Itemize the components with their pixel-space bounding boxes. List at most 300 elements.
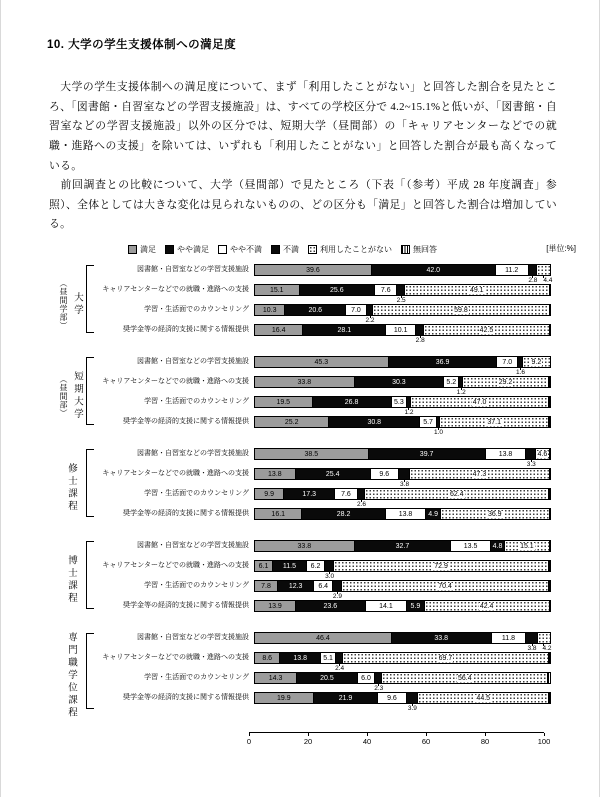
bar-segment-満足 [255, 449, 369, 459]
bar-segment-やや不満 [392, 397, 408, 407]
segment-value: 59.8 [454, 306, 468, 314]
bar-track [254, 580, 551, 600]
bar-segment-無回答 [549, 561, 550, 571]
group-bracket [86, 265, 94, 333]
bar-row-label: 図書館・自習室などの学習支援施設 [137, 634, 249, 641]
bar-row-label: キャリアセンターなどでの就職・進路への支援 [102, 470, 249, 477]
paragraph-2: 前回調査との比較について、大学（昼間部）で見たところ（下表「（参考）平成 28 年度調査」参照）、全体としては大きな変化は見られないものの、どの区分も「満足」と回答した割合は増加している。 [49, 179, 557, 231]
bar-row [96, 416, 551, 436]
bar-segment-不満 [526, 449, 536, 459]
bar-segment-不満 [397, 285, 404, 295]
bar-row [96, 356, 551, 376]
legend-label: 利用したことがない [320, 244, 392, 254]
segment-value: 37.1 [487, 418, 501, 426]
bar-segment-満足 [255, 285, 300, 295]
segment-value: 38.5 [304, 450, 319, 458]
bar-segment-満足 [255, 417, 329, 427]
segment-value: 62.4 [450, 490, 464, 498]
segment-value: 7.0 [502, 358, 513, 366]
bar-segment-やや不満 [371, 469, 399, 479]
bar-segment-不満 [358, 489, 366, 499]
group-name: 大学 [72, 291, 83, 317]
group-name: 専門職学位課程 [66, 632, 77, 720]
callout-value: 2.5 [396, 296, 406, 304]
legend-label: 満足 [140, 244, 156, 254]
bar-segment-利用したことがない [411, 397, 550, 407]
segment-value: 20.6 [308, 306, 323, 314]
bar-segment-やや満足 [284, 489, 335, 499]
segment-value: 9.2 [531, 358, 542, 366]
segment-value: 6.1 [258, 562, 269, 570]
segment-value: 30.8 [367, 418, 382, 426]
bar-segment-やや不満 [486, 449, 527, 459]
legend-label: 無回答 [413, 244, 437, 254]
bar-segment-やや不満 [444, 377, 459, 387]
paragraph-1: 大学の学生支援体制への満足度について、まず「利用したことがない」と回答した割合を見たところ、「図書館・自習室などの学習支援施設」は、すべての学校区分で 4.2~15.1%と低いが、「図書館・自習室などの学習支援施設」以外の区分では、短期大学（昼間部）の「キャリアセンターなどでの就職・進路への支援」を除いては、いずれも「利用したことがない」と回答した割合が最も高くなっている。 [49, 81, 557, 172]
bar-segment-満足 [255, 489, 284, 499]
segment-value: 42.0 [426, 266, 441, 274]
bar-segment-利用したことがない [536, 449, 550, 459]
bar-segment-利用したことがない [505, 541, 550, 551]
segment-value: 26.8 [344, 398, 359, 406]
segment-value: 11.2 [505, 266, 519, 274]
bar-segment-利用したことがない [382, 673, 548, 683]
bar-segment-利用したことがない [441, 509, 550, 519]
bar-segment-無回答 [549, 417, 550, 427]
legend-swatch-somewhat-dissatisfied [218, 245, 227, 254]
legend-swatch-no-answer [401, 245, 410, 254]
bar-segment-やや満足 [392, 633, 492, 643]
segment-value: 11.5 [282, 562, 296, 570]
bar-segment-不満 [526, 633, 537, 643]
bar-row [96, 448, 551, 468]
segment-value: 13.8 [498, 450, 513, 458]
callout-value: 3.8 [400, 480, 410, 488]
axis-tick-label: 60 [421, 737, 431, 746]
bar-track [254, 600, 551, 612]
segment-value: 46.4 [316, 634, 330, 642]
bar-row [96, 376, 551, 396]
segment-value: 11.8 [501, 634, 516, 642]
segment-value: 4.6 [537, 450, 548, 458]
bar-row-label: 図書館・自習室などの学習支援施設 [137, 542, 249, 549]
segment-value: 16.1 [271, 510, 286, 518]
bar-segment-満足 [255, 633, 392, 643]
bar-row [96, 672, 551, 692]
segment-value: 13.8 [268, 470, 282, 478]
segment-value: 13.8 [293, 654, 308, 662]
group-subname: （昼間学部） [59, 278, 68, 330]
bar-segment-利用したことがない [405, 285, 550, 295]
body-text [49, 78, 557, 235]
bar-segment-やや満足 [280, 653, 321, 663]
bar-segment-満足 [255, 541, 355, 551]
bar-segment-不満 [491, 541, 505, 551]
axis-tick [249, 733, 250, 736]
legend-item-never-used [308, 244, 392, 255]
segment-value: 19.9 [277, 694, 291, 702]
bar-segment-やや満足 [273, 561, 307, 571]
bar-segment-やや満足 [314, 693, 379, 703]
bar-segment-やや満足 [303, 325, 386, 335]
bar-segment-利用したことがない [523, 357, 550, 367]
bar-segment-やや満足 [329, 417, 420, 427]
bar-segment-利用したことがない [342, 581, 550, 591]
segment-value: 14.1 [379, 602, 393, 610]
bar-row [96, 508, 551, 528]
segment-value: 30.3 [392, 378, 406, 386]
bar-segment-やや満足 [372, 265, 496, 275]
bar-track [254, 540, 551, 552]
callout-value: 2.8 [415, 336, 425, 344]
bar-row [96, 580, 551, 600]
bar-row [96, 692, 551, 712]
callout-value: 3.0 [325, 572, 335, 580]
bar-segment-利用したことがない [440, 417, 549, 427]
segment-value: 28.1 [337, 326, 352, 334]
bar-segment-やや満足 [355, 377, 444, 387]
bar-row [96, 652, 551, 672]
bar-segment-満足 [255, 601, 296, 611]
axis-tick-label: 80 [480, 737, 490, 746]
callout-value: 2.6 [356, 500, 366, 508]
segment-value: 42.4 [479, 602, 494, 610]
chart-group [56, 264, 576, 344]
group-label [56, 632, 86, 720]
segment-value: 6.2 [310, 562, 321, 570]
legend-label: 不満 [283, 244, 299, 254]
bar-segment-不満 [529, 265, 537, 275]
segment-value: 7.6 [380, 286, 391, 294]
bar-track [254, 356, 551, 376]
bar-row-label: キャリアセンターなどでの就職・進路への支援 [102, 378, 249, 385]
chart-group [56, 540, 576, 620]
segment-value: 29.2 [498, 378, 513, 386]
legend-item-satisfied [128, 244, 156, 255]
callout-value: 2.9 [332, 592, 342, 600]
bar-track [254, 508, 551, 520]
bar-track [254, 632, 552, 652]
bar-segment-やや不満 [492, 633, 527, 643]
bar-segment-満足 [255, 377, 355, 387]
callout-value: 4.4 [543, 276, 553, 284]
bar-track [254, 416, 551, 436]
segment-value: 44.5 [476, 694, 491, 702]
callout-value: 2.3 [374, 684, 384, 692]
bar-segment-無回答 [549, 653, 550, 663]
bar-segment-満足 [255, 305, 285, 315]
segment-value: 21.9 [338, 694, 353, 702]
bar-segment-やや満足 [355, 541, 451, 551]
bar-segment-やや不満 [497, 357, 518, 367]
group-rows [96, 448, 551, 528]
chart-groups [56, 264, 576, 720]
segment-value: 5.2 [446, 378, 457, 386]
segment-value: 10.1 [393, 326, 408, 334]
bar-segment-不満 [426, 509, 440, 519]
group-name: 短期大学 [72, 371, 83, 421]
bar-segment-やや不満 [386, 509, 427, 519]
segment-value: 10.3 [262, 306, 277, 314]
segment-value: 32.7 [395, 542, 410, 550]
callout-value: 4.2 [542, 644, 552, 652]
segment-value: 70.4 [438, 582, 452, 590]
bar-row-label: 奨学金等の経済的支援に関する情報提供 [123, 602, 249, 609]
bar-segment-満足 [255, 325, 303, 335]
legend-label: やや不満 [230, 244, 262, 254]
segment-value: 72.9 [434, 562, 448, 570]
group-name: 博士課程 [66, 555, 77, 605]
bar-row [96, 540, 551, 560]
bar-row-label: 奨学金等の経済的支援に関する情報提供 [123, 418, 249, 425]
bar-track [254, 560, 551, 580]
x-axis [246, 732, 551, 751]
bar-segment-やや満足 [285, 305, 346, 315]
bar-segment-利用したことがない [425, 601, 550, 611]
callout-value: 2.2 [365, 316, 375, 324]
group-name: 修士課程 [66, 463, 77, 513]
chart-group [56, 356, 576, 436]
callout-value: 3.9 [407, 704, 417, 712]
group-label [56, 264, 86, 344]
segment-value: 7.0 [351, 306, 361, 314]
bar-segment-無回答 [549, 581, 550, 591]
bar-segment-満足 [255, 397, 313, 407]
segment-value: 5.1 [323, 654, 333, 662]
bar-segment-無回答 [549, 693, 550, 703]
segment-value: 47.3 [472, 470, 487, 478]
bar-segment-やや不満 [321, 653, 336, 663]
bar-track [254, 468, 551, 488]
bar-segment-やや不満 [307, 561, 325, 571]
group-bracket [86, 357, 94, 425]
bar-segment-無回答 [549, 377, 550, 387]
axis-tick [308, 733, 309, 736]
bar-segment-やや不満 [496, 265, 529, 275]
bar-segment-満足 [255, 469, 296, 479]
segment-value: 39.7 [419, 450, 434, 458]
bar-track [254, 672, 551, 692]
axis-tick-label: 100 [537, 737, 551, 746]
bar-segment-利用したことがない [463, 377, 549, 387]
bar-segment-やや満足 [313, 397, 392, 407]
bar-row [96, 488, 551, 508]
legend-swatch-dissatisfied [271, 245, 280, 254]
segment-value: 5.3 [394, 398, 404, 406]
segment-value: 16.4 [271, 326, 286, 334]
segment-value: 15.1 [269, 286, 284, 294]
segment-value: 19.5 [276, 398, 291, 406]
legend-swatch-satisfied [128, 245, 137, 254]
bar-row [96, 600, 551, 620]
bar-segment-やや満足 [369, 449, 486, 459]
bar-track [254, 448, 551, 468]
segment-value: 17.3 [302, 490, 317, 498]
group-bracket [86, 449, 94, 517]
bar-segment-満足 [255, 357, 389, 367]
bar-segment-利用したことがない [424, 325, 549, 335]
axis-tick [544, 733, 545, 736]
bar-track [254, 284, 551, 304]
callout-value: 1.6 [515, 368, 526, 376]
bar-segment-やや満足 [278, 581, 314, 591]
legend-item-no-answer [401, 244, 437, 255]
bar-track [254, 652, 551, 672]
group-bracket [86, 633, 94, 709]
bar-row [96, 284, 551, 304]
bar-segment-やや満足 [389, 357, 498, 367]
bar-segment-無回答 [549, 397, 550, 407]
bar-segment-利用したことがない [537, 265, 550, 275]
callout-value: 2.8 [528, 276, 538, 284]
segment-value: 20.5 [320, 674, 334, 682]
bar-segment-やや満足 [296, 469, 371, 479]
group-label [56, 356, 86, 436]
bar-segment-不満 [333, 581, 342, 591]
callout-value: 3.8 [527, 644, 537, 652]
legend-swatch-somewhat-satisfied [165, 245, 174, 254]
chart-legend [128, 243, 576, 255]
callout-value: 2.4 [335, 664, 345, 672]
chart [56, 243, 576, 751]
segment-value: 9.6 [379, 470, 390, 478]
legend-item-dissatisfied [271, 244, 299, 255]
segment-value: 36.9 [487, 510, 502, 518]
segment-value: 12.3 [288, 582, 303, 590]
bar-row-label: キャリアセンターなどでの就職・進路への支援 [102, 286, 249, 293]
bar-track [254, 376, 551, 396]
segment-value: 28.2 [336, 510, 351, 518]
segment-value: 25.6 [329, 286, 344, 294]
segment-value: 42.5 [479, 326, 494, 334]
bar-segment-利用したことがない [418, 693, 549, 703]
bar-track [254, 692, 551, 712]
segment-value: 6.4 [318, 582, 329, 590]
bar-segment-利用したことがない [373, 305, 549, 315]
bar-row [96, 632, 551, 652]
group-label [56, 448, 86, 528]
bar-segment-利用したことがない [343, 653, 549, 663]
bar-segment-やや不満 [366, 601, 408, 611]
axis-tick-label: 40 [362, 737, 372, 746]
page-title: 10. 大学の学生支援体制への満足度 [47, 39, 237, 51]
segment-value: 23.6 [323, 602, 338, 610]
legend-swatch-never-used [308, 245, 317, 254]
bar-segment-満足 [255, 561, 273, 571]
segment-value: 69.7 [438, 654, 453, 662]
bar-segment-利用したことがない [538, 633, 550, 643]
segment-value: 33.8 [297, 542, 312, 550]
bar-row-label: 奨学金等の経済的支援に関する情報提供 [123, 694, 249, 701]
bar-segment-無回答 [549, 489, 550, 499]
bar-segment-やや不満 [346, 305, 367, 315]
segment-value: 9.9 [264, 490, 274, 498]
bar-row [96, 396, 551, 416]
bar-track [254, 304, 551, 324]
bar-segment-無回答 [548, 673, 549, 683]
segment-value: 25.2 [284, 418, 299, 426]
bar-row-label: 学習・生活面でのカウンセリング [144, 306, 249, 313]
axis-tick-label: 0 [246, 737, 252, 746]
segment-value: 4.9 [428, 510, 438, 518]
segment-value: 47.0 [472, 398, 487, 406]
segment-value: 25.4 [325, 470, 340, 478]
bar-segment-不満 [375, 673, 382, 683]
legend-item-somewhat-satisfied [165, 244, 209, 255]
bar-row-label: 図書館・自習室などの学習支援施設 [137, 450, 249, 457]
bar-row-label: キャリアセンターなどでの就職・進路への支援 [102, 654, 249, 661]
segment-value: 7.6 [341, 490, 351, 498]
bar-segment-やや満足 [296, 601, 366, 611]
segment-value: 36.9 [435, 358, 450, 366]
bar-row [96, 304, 551, 324]
group-subname: （昼間部） [59, 374, 68, 418]
bar-row-label: キャリアセンターなどでの就職・進路への支援 [102, 562, 249, 569]
bar-segment-やや不満 [335, 489, 357, 499]
bar-row [96, 324, 551, 344]
segment-value: 49.1 [469, 286, 484, 294]
segment-value: 4.8 [492, 542, 503, 550]
bar-segment-不満 [407, 601, 424, 611]
bar-segment-満足 [255, 693, 314, 703]
bar-segment-やや満足 [297, 673, 357, 683]
bar-segment-やや不満 [375, 285, 397, 295]
segment-value: 15.1 [520, 542, 534, 550]
bar-segment-やや不満 [378, 693, 406, 703]
bar-row-label: 奨学金等の経済的支援に関する情報提供 [123, 510, 249, 517]
callout-value: 1.2 [456, 388, 466, 396]
bar-row [96, 560, 551, 580]
legend-label: やや満足 [177, 244, 209, 254]
bar-track [254, 324, 551, 344]
segment-value: 5.9 [410, 602, 421, 610]
callout-value: 1.0 [433, 428, 443, 436]
bar-track [254, 264, 553, 284]
segment-value: 39.6 [306, 266, 320, 274]
bar-row-label: 図書館・自習室などの学習支援施設 [137, 358, 249, 365]
bar-row-label: 奨学金等の経済的支援に関する情報提供 [123, 326, 249, 333]
bar-segment-満足 [255, 581, 278, 591]
group-bracket [86, 541, 94, 609]
bar-row-label: 学習・生活面でのカウンセリング [144, 490, 249, 497]
callout-value: 3.3 [526, 460, 536, 468]
bar-segment-やや不満 [358, 673, 376, 683]
bar-track [254, 488, 551, 508]
bar-segment-やや満足 [302, 509, 385, 519]
segment-value: 13.5 [463, 542, 478, 550]
axis-tick [426, 733, 427, 736]
bar-segment-満足 [255, 509, 302, 519]
group-label [56, 540, 86, 620]
group-rows [96, 540, 551, 620]
bar-segment-やや満足 [300, 285, 376, 295]
bar-segment-不満 [407, 693, 419, 703]
axis-tick [485, 733, 486, 736]
bar-segment-やや不満 [314, 581, 333, 591]
group-rows [96, 356, 551, 436]
bar-segment-やや不満 [386, 325, 416, 335]
bar-segment-利用したことがない [410, 469, 550, 479]
segment-value: 13.8 [398, 510, 413, 518]
segment-value: 14.3 [268, 674, 283, 682]
segment-value: 13.9 [268, 602, 282, 610]
group-rows [96, 632, 551, 720]
bar-segment-不満 [399, 469, 410, 479]
group-rows [96, 264, 551, 344]
bar-segment-やや不満 [420, 417, 437, 427]
unit-label: [単位:%] [546, 244, 576, 253]
segment-value: 9.6 [387, 694, 397, 702]
